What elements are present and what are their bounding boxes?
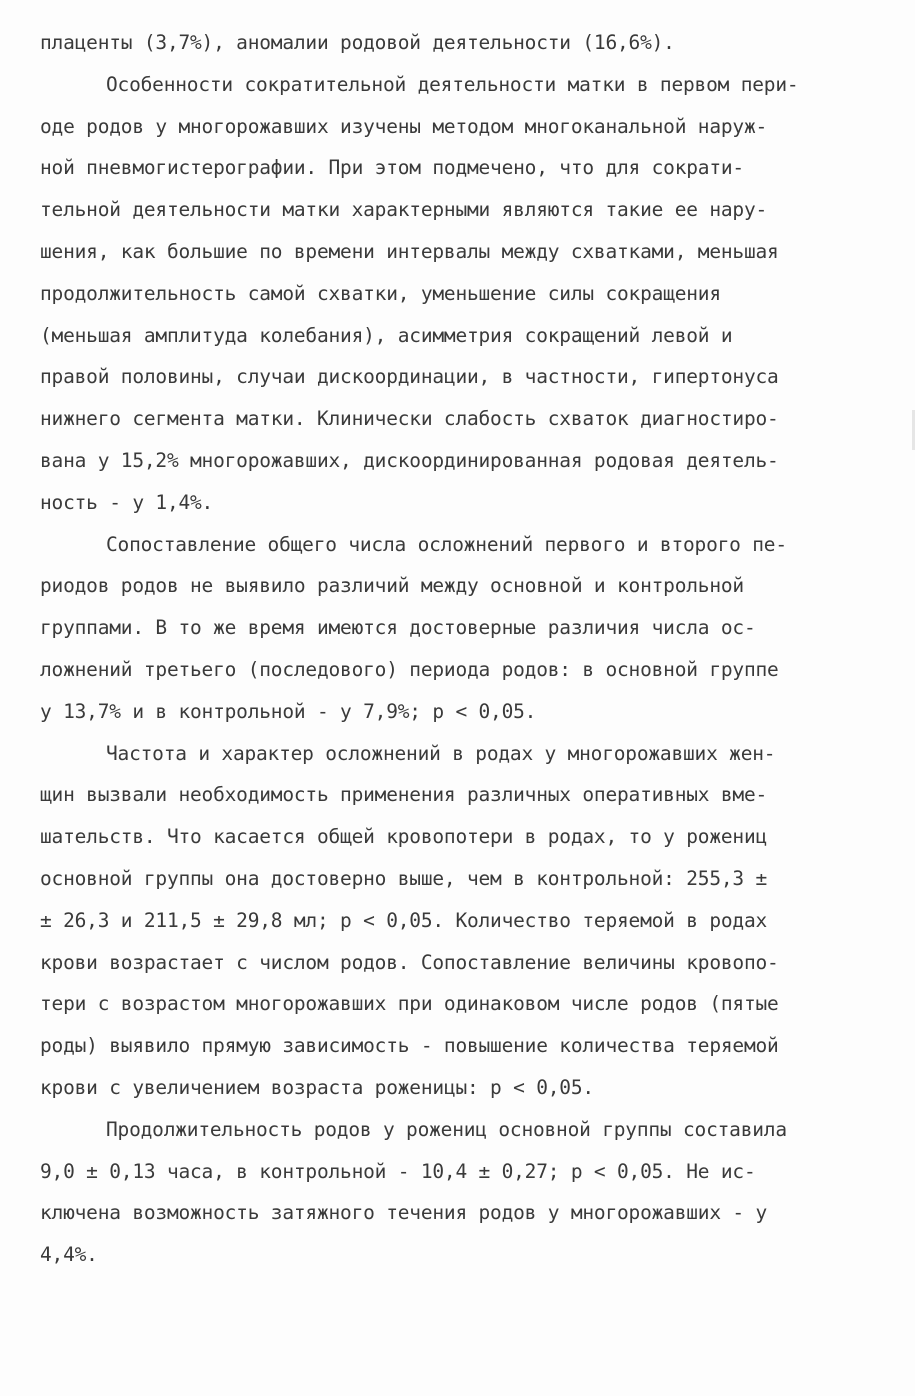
text-line: ность - у 1,4%. [40, 490, 214, 514]
text-line: ложнений третьего (последового) периода родов: в основной группе [40, 657, 779, 681]
text-line: плаценты (3,7%), аномалии родовой деятельности (16,6%). [40, 31, 675, 54]
text-line: основной группы она достоверно выше, чем в контрольной: 255,3 ± [40, 866, 768, 890]
text-line: шательств. Что касается общей кровопотери в родах, то у рожениц [40, 825, 768, 849]
paragraph-first-line: Частота и характер осложнений в родах у многорожавших жен- [106, 741, 776, 765]
text-line: шения, как большие по времени интервалы между схватками, меньшая [40, 239, 779, 263]
text-line: продолжительность самой схватки, уменьшение силы сокращения [40, 281, 721, 305]
text-line: роды) выявило прямую зависимость - повышение количества теряемой [40, 1034, 779, 1058]
text-line: тельной деятельности матки характерными являются такие ее нару- [40, 198, 768, 222]
document-body [40, 22, 870, 1276]
text-line: правой половины, случаи дискоординации, в частности, гипертонуса [40, 365, 779, 389]
text-line: у 13,7% и в контрольной - у 7,9%; р < 0,05. [40, 699, 537, 723]
text-line: нижнего сегмента матки. Клинически слабость схваток диагностиро- [40, 407, 779, 431]
text-line: оде родов у многорожавших изучены методом многоканальной наруж- [40, 114, 768, 138]
text-line: ключена возможность затяжного течения родов у многорожавших - у [40, 1201, 768, 1225]
text-line: группами. В то же время имеются достоверные различия числа ос- [40, 616, 756, 640]
text-line: 9,0 ± 0,13 часа, в контрольной - 10,4 ± 0,27; р < 0,05. Не ис- [40, 1159, 756, 1183]
text-line: ± 26,3 и 211,5 ± 29,8 мл; р < 0,05. Количество теряемой в родах [40, 908, 768, 932]
text-line: ной пневмогистерографии. При этом подмечено, что для сократи- [40, 156, 744, 180]
text-line: крови возрастает с числом родов. Сопоставление величины кровопо- [40, 950, 779, 974]
paragraph-first-line: Сопоставление общего числа осложнений первого и второго пе- [106, 532, 787, 556]
text-line: крови с увеличением возраста роженицы: р < 0,05. [40, 1075, 594, 1099]
text-line: щин вызвали необходимость применения различных оперативных вме- [40, 783, 768, 807]
paragraph-first-line: Продолжительность родов у рожениц основной группы составила [106, 1117, 787, 1141]
paragraph-first-line: Особенности сократительной деятельности матки в первом пери- [106, 72, 799, 96]
text-line: тери с возрастом многорожавших при одинаковом числе родов (пятые [40, 992, 779, 1016]
text-line: (меньшая амплитуда колебания), асимметрия сокращений левой и [40, 323, 733, 347]
text-line: вана у 15,2% многорожавших, дискоординированная родовая деятель- [40, 448, 779, 472]
text-line: 4,4%. [40, 1243, 98, 1267]
text-line: риодов родов не выявило различий между основной и контрольной [40, 574, 744, 598]
